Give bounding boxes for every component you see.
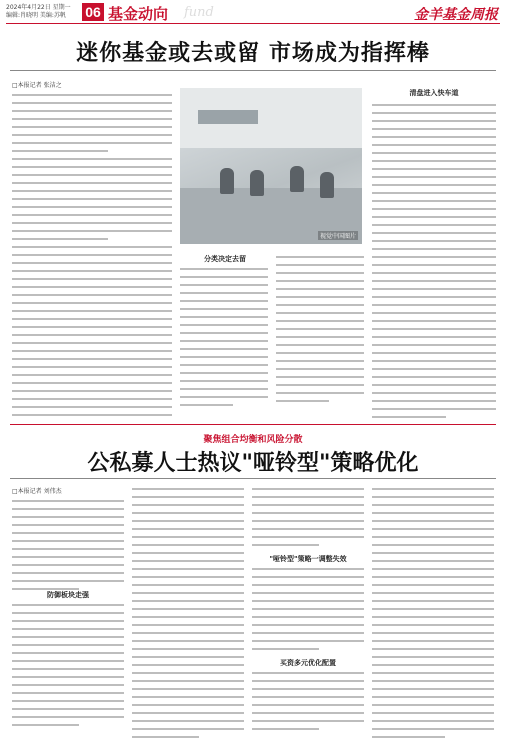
article2-col3a [252, 488, 364, 552]
paper-name: 金羊基金周报 [414, 7, 498, 23]
article2-col3c [252, 672, 364, 736]
photo-caption: 视觉中国图片 [319, 233, 356, 240]
page-number: 06 [82, 3, 104, 21]
subhead-fenlei: 分类决定去留 [204, 255, 246, 263]
subhead-duoyuan: 买资多元优化配置 [280, 659, 336, 667]
headline2-rule [10, 478, 496, 479]
headline-rule [10, 70, 496, 71]
section-divider [10, 424, 496, 425]
header-meta [6, 4, 71, 20]
article2-kicker: 聚焦组合均衡和风险分散 [203, 435, 303, 445]
article1-col3 [372, 104, 496, 424]
article1-col2b [276, 256, 364, 408]
header-date: 2024年4月22日 星期一 [6, 4, 71, 11]
article2-col4 [372, 488, 494, 744]
article2-headline: 公私募人士热议"哑铃型"策略优化 [87, 451, 419, 476]
section-title: 基金动向 [108, 5, 169, 23]
article1-byline: □本报记者 张洁之 [12, 82, 62, 89]
section-title-en: fund [184, 5, 214, 20]
article2-col2 [132, 488, 244, 744]
header-rule [6, 23, 500, 24]
article2-col1b [12, 604, 124, 732]
article2-byline: □本报记者 刘伟杰 [12, 488, 62, 495]
article2-col3b [252, 568, 364, 656]
article1-photo [180, 88, 362, 244]
article2-col1 [12, 500, 124, 596]
article1-headline: 迷你基金或去或留 市场成为指挥棒 [76, 41, 430, 66]
article1-col2a [180, 268, 268, 412]
subhead-qingpan: 清盘进入快车道 [409, 89, 459, 97]
header-editor: 编辑:肖晓明 美编:苏帆 [6, 12, 66, 19]
article1-col1 [12, 94, 172, 422]
subhead-yaling: "哑铃型"策略一调整失效 [269, 555, 347, 563]
subhead-fangyu: 防御板块走强 [47, 591, 89, 599]
